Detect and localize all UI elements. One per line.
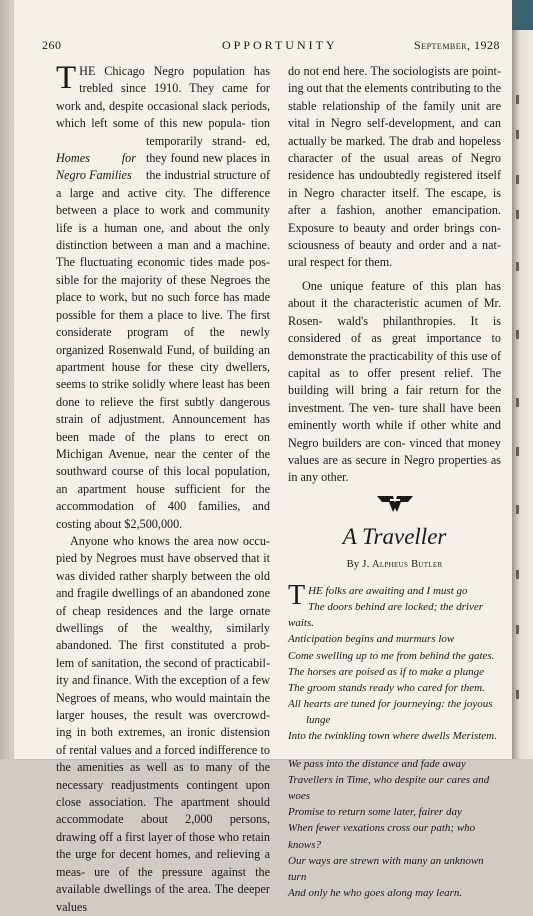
- poem-line: Anticipation begins and murmurs low: [288, 633, 455, 646]
- journal-title: OPPORTUNITY: [222, 38, 338, 52]
- running-header: [42, 38, 500, 54]
- edge-text-fragment: [516, 175, 519, 184]
- poem-line: Into the twinkling town where dwells Meristem.: [288, 730, 497, 742]
- edge-text-fragment: [516, 570, 519, 579]
- page-number: 260: [42, 38, 62, 52]
- edge-text-fragment: [516, 505, 519, 514]
- binding-gutter: [0, 0, 14, 759]
- poem-line: The horses are poised as if to make a plunge: [288, 665, 485, 678]
- issue-date: September, 1928: [414, 38, 500, 52]
- edge-text-fragment: [516, 330, 519, 339]
- poem-author: J. Alpheus Butler: [362, 558, 443, 570]
- poem-line: lunge: [306, 713, 331, 726]
- edge-text-fragment: [516, 95, 519, 104]
- edge-text-fragment: [516, 262, 519, 271]
- poem-line: The groom stands ready who cared for them.: [288, 681, 485, 694]
- adjacent-page-edge: [512, 0, 533, 759]
- poem-title: A Traveller: [342, 523, 447, 549]
- poem-line: Our ways are strewn with many an unknown turn: [288, 854, 484, 883]
- paragraph-text: HE Chicago Negro population has trebled since 1910. They came for work and, despite occasional slack periods, which left some of this new popula-: [56, 64, 270, 131]
- editorial-paragraph: [56, 60, 271, 533]
- edge-text-fragment: [516, 447, 519, 456]
- paragraph-text: tion temporarily strand- ed, they found new places in the industrial structure of a large and active city. The difference between a place to work and community life is a human one, and about the only distinction between a man and a machine. The fluctuating economic tides made pos- sible for the majority of these Negroes the place to work, but no such force has made possible for them a place to live. The first considerate program of the newly organized Rosenwald Fund, of building an apartment house for these city dwellers, seems to strike solidly where least has been done to relieve the first subtly dangerous strain of adjustment. Announcement has been made of the plans to erect on Michigan Avenue, near the center of the southward course of this local population, an apartment house sufficient for the accommodation of 400 families, and costing about $2,500,000.: [56, 116, 271, 531]
- poem-drop-cap: T: [288, 580, 306, 612]
- left-column: [56, 60, 271, 916]
- poem-line: Travellers in Time, who despite our cares and woes: [288, 774, 490, 803]
- ornament-icon: [375, 494, 415, 514]
- poem-line: HE folks are awaiting and I must go: [308, 585, 468, 598]
- editorial-paragraph: One unique feature of this plan has about it the characteristic acumen of Mr. Rosen- wald's philanthropies. It is considered of as great importance to demonstrate the practicability of this use of capital as to offer present relief. The building will bring a fair return for the investment. The ven- ture shall have been eminently worth while if other white and Negro builders are con- vinced that money values are as secure in Negro properties as in any other.: [288, 278, 501, 485]
- poem-line: Come swelling up to me from behind the gates.: [288, 649, 495, 662]
- side-heading: Homes for Negro Families: [56, 150, 136, 183]
- poem-line: We pass into the distance and fade away: [288, 758, 466, 771]
- poem-line: Promise to return some later, fairer day: [288, 806, 462, 819]
- byline-prefix: By: [346, 558, 360, 570]
- binding-tab: [512, 0, 533, 30]
- poem-byline: [288, 556, 501, 573]
- poem-line: And only he who goes along may learn.: [288, 886, 463, 899]
- edge-text-fragment: [516, 210, 519, 219]
- edge-text-fragment: [516, 398, 519, 407]
- edge-text-fragment: [516, 130, 519, 139]
- right-column: [288, 63, 501, 901]
- editorial-paragraph: do not end here. The sociologists are point- ing out that the elements contributing to the stable relationship of the family unit are vital in Negro self-development, and can actually be marked. The drab and hopeless character of the usual areas of Negro residence has undoubtedly registered itself in Negro character itself. The escape, is after a fashion, another emancipation. Exposure to beauty and order brings con- sciousness of beauty and order and a nat- ural respect for them.: [288, 64, 501, 270]
- drop-cap: T: [56, 60, 77, 96]
- poem-body: [288, 580, 501, 901]
- editorial-paragraph: Anyone who knows the area now occu- pied by Negroes must have observed that it was divided rather sharply between the old and fragile dwellings of an abandoned zone of cheap residences and the large ornate dwellings of the wealthy, similarly abandoned. The first constituted a prob- lem of sanitation, the second of practicabil- ity and finance. With the exception of a few Negroes of means, who would maintain the larger houses, the result was overcrowd- ing in both extremes, an ironic distension of rental values and a forced indifference to the amenities as well as to many of the necessary readjustments contingent upon close association. The apartment should accommodate about 2,000 persons, drawing off a first layer of those who retain the urge for decent homes, and relieving a meas- ure of the pressure against the available dwellings of the area. The deeper values: [56, 533, 270, 914]
- poem-line: The doors behind are locked; the driver waits.: [288, 601, 484, 630]
- edge-text-fragment: [516, 690, 519, 699]
- poem-line: When fewer vexations cross our path; who knows?: [288, 822, 476, 851]
- poem-stanza: [288, 580, 501, 744]
- poem-line: All hearts are tuned for journeying: the joyous: [288, 697, 493, 710]
- poem-stanza: [288, 756, 501, 901]
- edge-text-fragment: [516, 625, 519, 634]
